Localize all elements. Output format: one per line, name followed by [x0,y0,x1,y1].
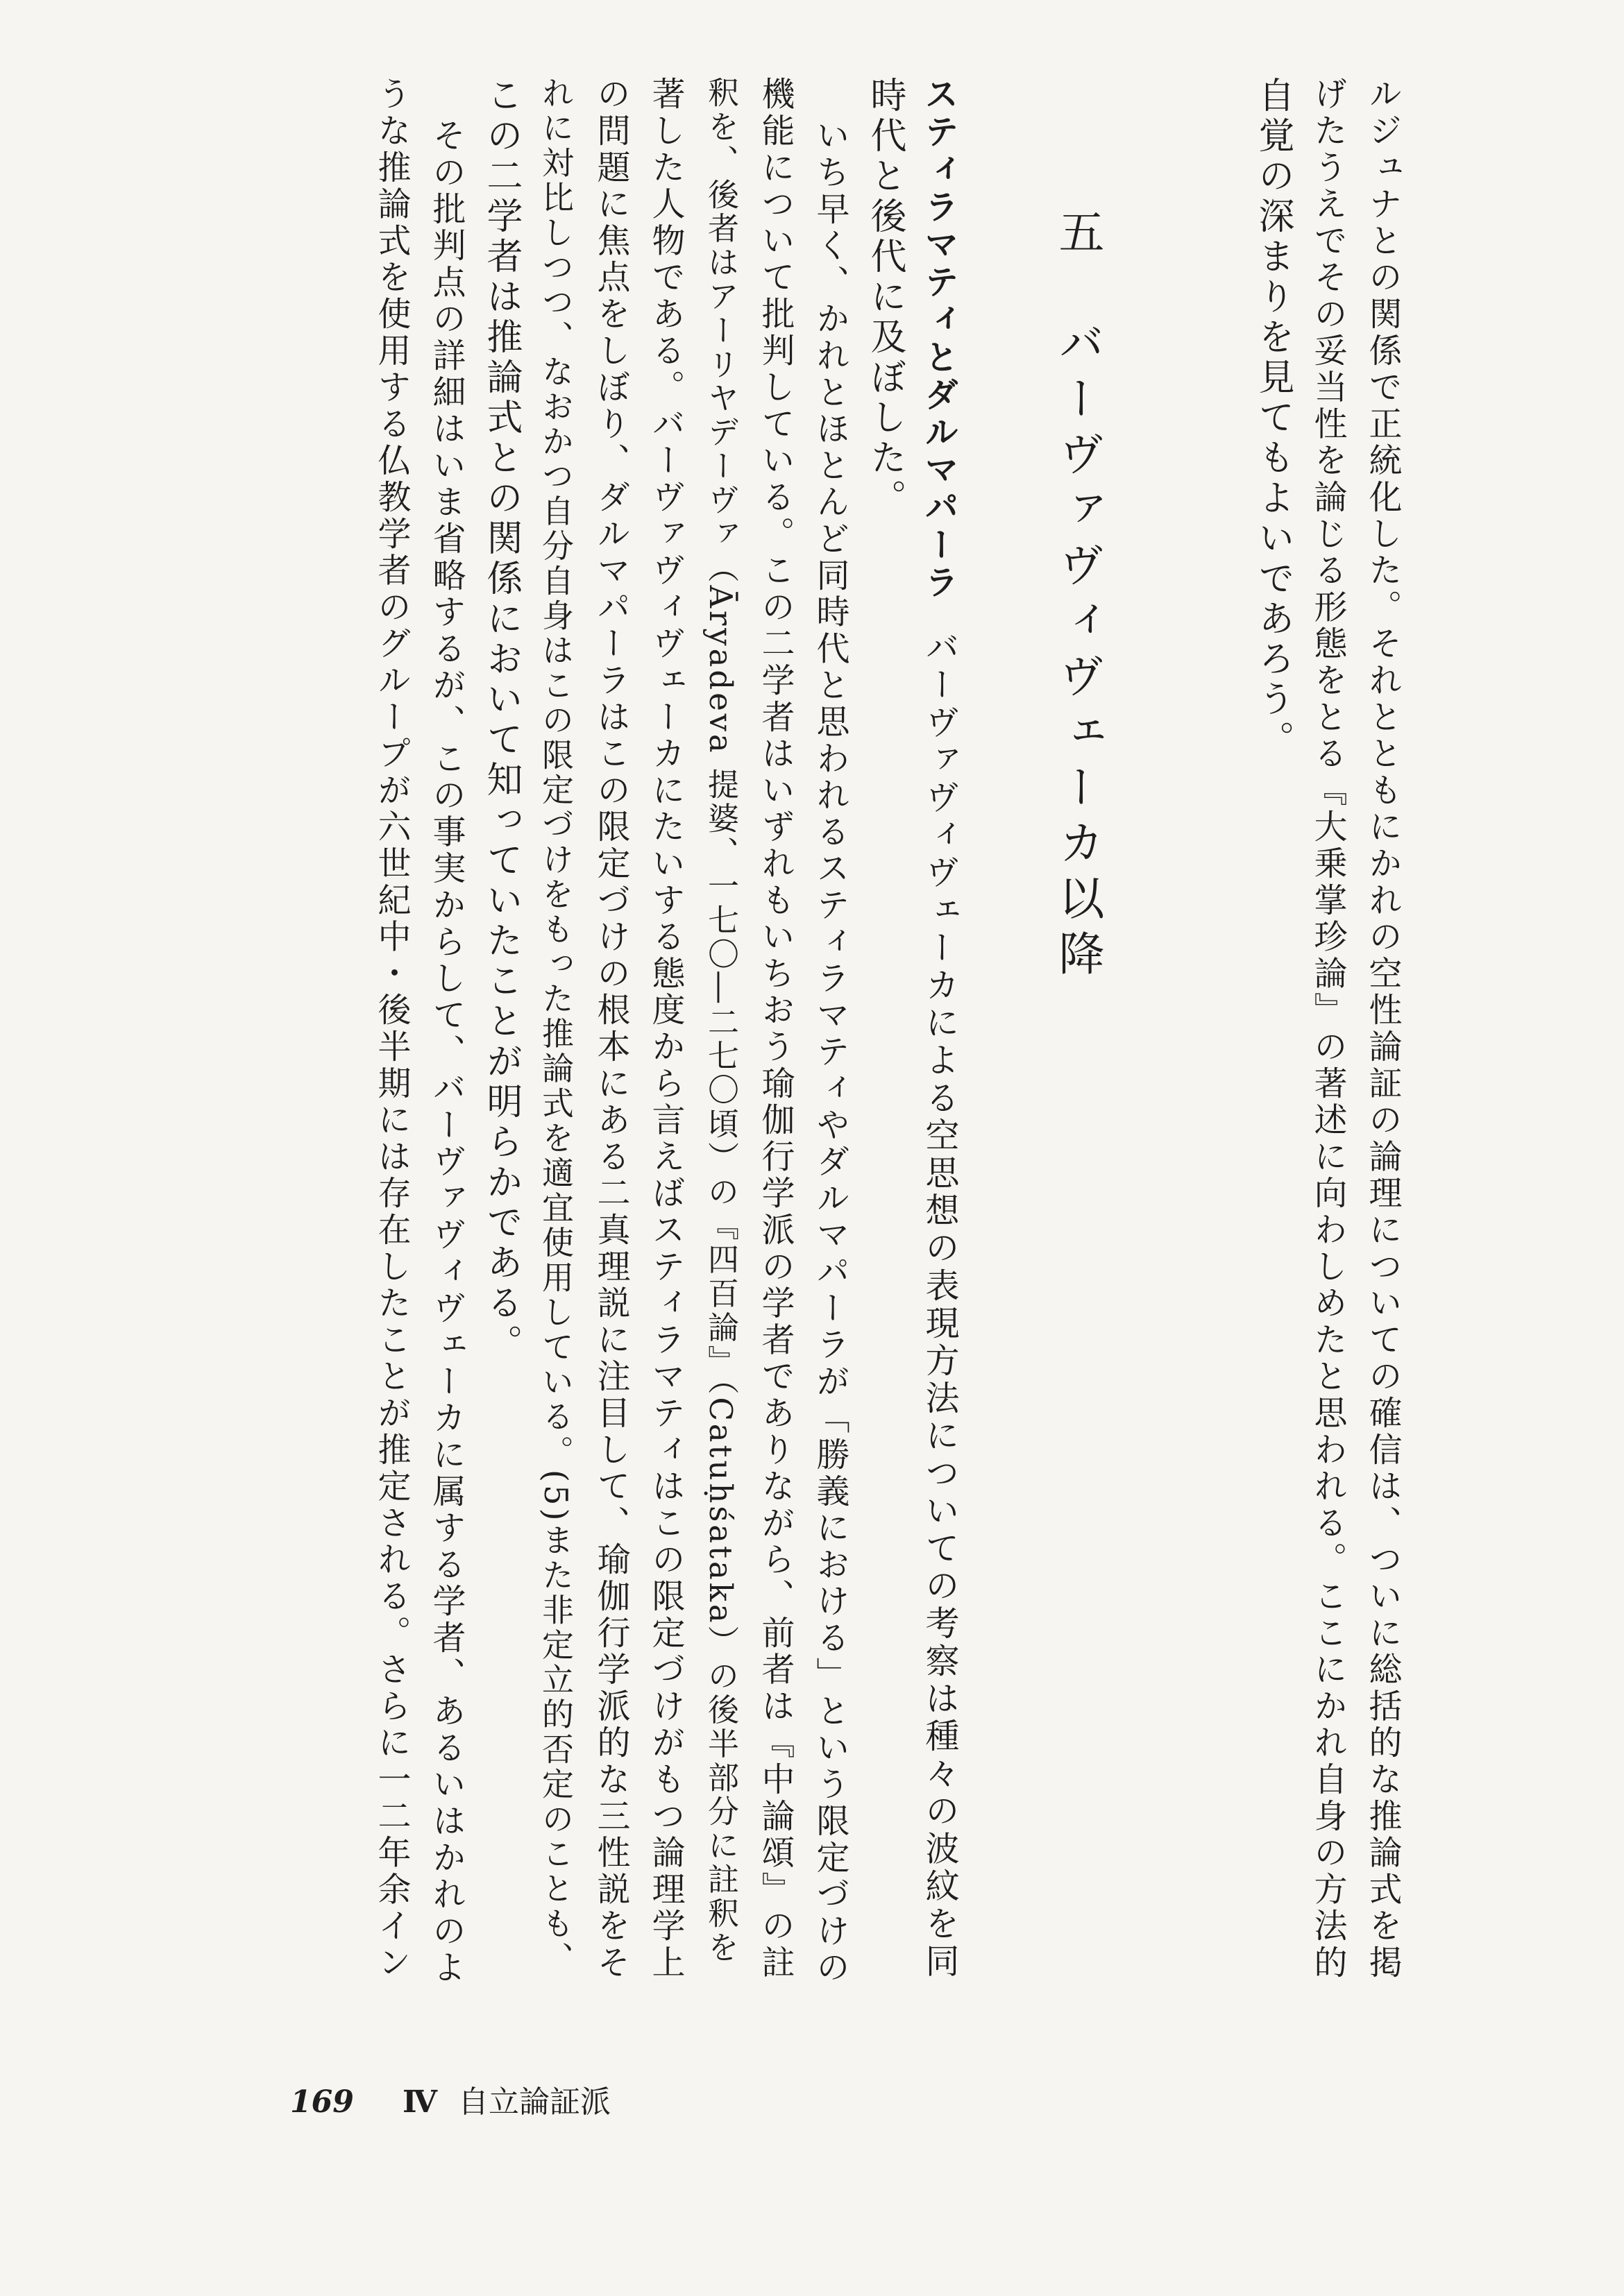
text-column-10: 著した人物である。バーヴァヴィヴェーカにたいする態度から言えばスティラマティはこの限定づけがもつ論理学上 [646,76,685,1982]
text-column-8: 機能について批判している。この二学者はいずれもいちおう瑜伽行学派の学者でありながら、前者は『中論頌』の註 [756,76,795,1982]
text-column-14: その批判点の詳細はいま省略するが、この事実からして、バーヴァヴィヴェーカに属する学者、あるいはかれのよ [427,118,466,1987]
text-column-12: れに対比しつつ、なおかつ自分自身はこの限定づけをもった推論式を適宜使用している。(5)また非定立的否定のことも、 [537,76,575,1977]
text-column-1: ルジュナとの関係で正統化した。それとともにかれの空性論証の論理についての確信は、ついに総括的な推論式を掲 [1363,76,1402,1982]
page-number: 169 [290,2084,354,2120]
text-column-13: この二学者は推論式との関係において知っていたことが明らかである。 [480,76,522,1364]
text-column-11: の問題に焦点をしぼり、ダルマパーラはこの限定づけの根本にある二真理説に注目して、瑜伽行学派的な三性説をそ [591,76,630,1982]
text-column-7: いち早く、かれとほとんど同時代と思われるスティラマティやダルマパーラが「勝義における」という限定づけの [811,118,849,1987]
text-column-5 [917,76,962,1981]
text-column-3: 自覚の深まりを見てもよいであろう。 [1252,76,1294,760]
subsection-body: バーヴァヴィヴェーカによる空思想の表現方法についての考察は種々の波紋を同 [920,629,960,1982]
running-title: 自立論証派 [458,2084,611,2120]
subsection-title: スティラマティとダルマパーラ [920,76,960,602]
text-column-9: 釈を、後者はアーリヤデーヴァ（Āryadeva 提婆、一七〇―二七〇頃）の『四百論』（Catuḥśataka）の後半部分に註釈を [702,76,739,1965]
text-column-2: げたうえでその妥当性を論じる形態をとる『大乗掌珍論』の著述に向わしめたと思われる。ここにかれ自身の方法的 [1308,76,1347,1982]
section-heading: 五 バーヴァヴィヴェーカ以降 [1051,208,1104,985]
text-column-15: うな推論式を使用する仏教学者のグループが六世紀中・後半期には存在したことが推定される。さらに一二年余イン [372,76,411,1982]
part-number: Ⅳ [403,2084,437,2120]
text-column-6: 時代と後代に及ぼした。 [864,76,906,519]
